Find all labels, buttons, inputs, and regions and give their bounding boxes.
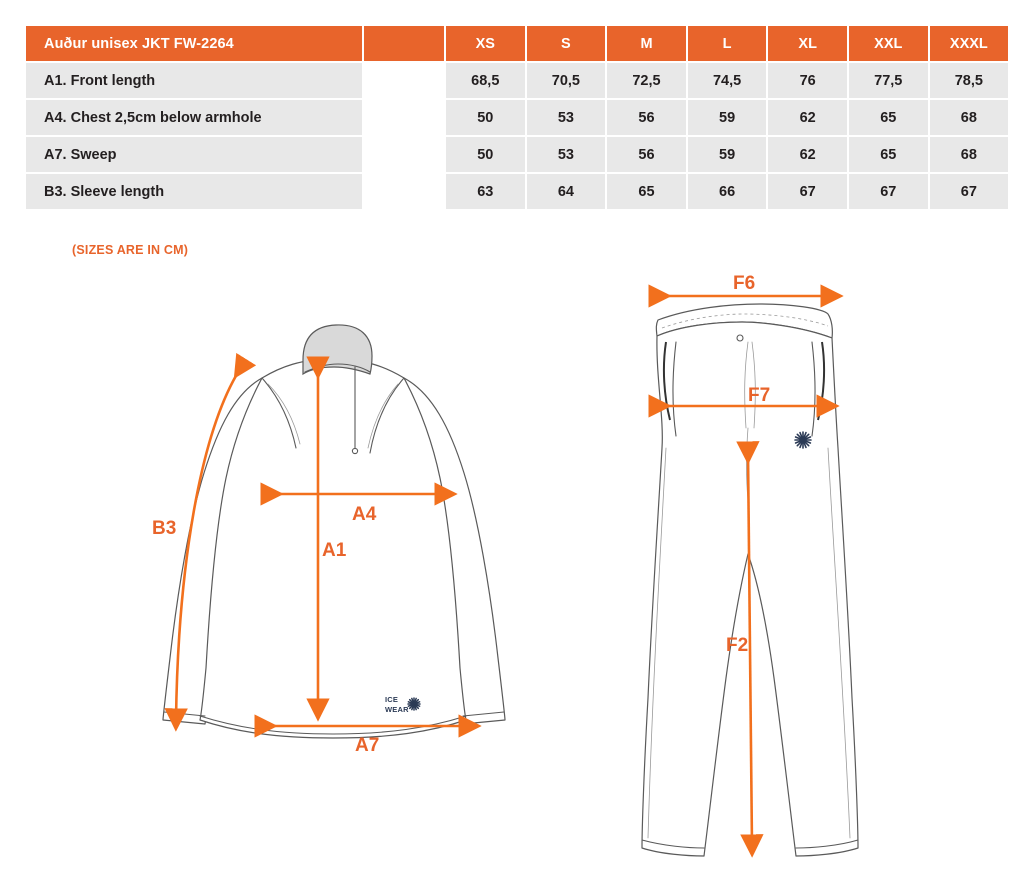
measurement-value: 56 (606, 99, 687, 136)
measurement-value: 59 (687, 136, 768, 173)
units-note: (SIZES ARE IN CM) (72, 243, 189, 257)
jacket-illustration (152, 325, 505, 756)
table-row (25, 173, 1009, 210)
measurement-value: 68 (929, 136, 1010, 173)
size-column-m: M (606, 25, 687, 62)
header-spacer (363, 25, 445, 62)
measure-label-f6: F6 (733, 273, 756, 294)
size-column-s: S (526, 25, 607, 62)
snowflake-icon (408, 698, 420, 710)
snowflake-icon (795, 432, 811, 448)
measurement-value: 65 (848, 99, 929, 136)
measure-label-a1: A1 (322, 540, 347, 561)
measure-label-a7: A7 (355, 735, 380, 756)
size-chart-table (24, 24, 1009, 211)
brand-logo-line2: WEAR (385, 705, 409, 714)
measurement-value: 76 (767, 62, 848, 99)
brand-logo-line1: ICE (385, 695, 399, 704)
measurement-value: 53 (526, 136, 607, 173)
measurement-value: 74,5 (687, 62, 768, 99)
measure-arrow-waist (660, 273, 832, 296)
product-title: Auður unisex JKT FW-2264 (25, 25, 363, 62)
measurement-value: 65 (606, 173, 687, 210)
measure-label-a4: A4 (352, 504, 377, 525)
measurement-value: 78,5 (929, 62, 1010, 99)
measurement-value: 68,5 (445, 62, 526, 99)
measurement-value: 67 (848, 173, 929, 210)
table-row (25, 62, 1009, 99)
table-row (25, 99, 1009, 136)
measurement-value: 63 (445, 173, 526, 210)
size-column-l: L (687, 25, 768, 62)
measurement-label: A4. Chest 2,5cm below armhole (25, 99, 363, 136)
measurement-value: 67 (929, 173, 1010, 210)
table-body (25, 62, 1009, 210)
row-spacer (363, 136, 445, 173)
row-spacer (363, 62, 445, 99)
measurement-value: 56 (606, 136, 687, 173)
size-column-xxxl: XXXL (929, 25, 1010, 62)
measurement-value: 53 (526, 99, 607, 136)
measurement-value: 50 (445, 99, 526, 136)
measurement-value: 64 (526, 173, 607, 210)
row-spacer (363, 173, 445, 210)
table-header (25, 25, 1009, 62)
measurement-value: 77,5 (848, 62, 929, 99)
row-spacer (363, 99, 445, 136)
measurement-value: 70,5 (526, 62, 607, 99)
measure-label-f7: F7 (748, 385, 771, 406)
measurement-label: B3. Sleeve length (25, 173, 363, 210)
size-column-xxl: XXL (848, 25, 929, 62)
measurement-value: 50 (445, 136, 526, 173)
measurement-value: 66 (687, 173, 768, 210)
measurement-value: 67 (767, 173, 848, 210)
measure-label-b3: B3 (152, 518, 177, 539)
measurement-value: 68 (929, 99, 1010, 136)
measurement-value: 62 (767, 99, 848, 136)
garment-illustrations (0, 268, 1033, 889)
measurement-value: 59 (687, 99, 768, 136)
measurements-table (24, 24, 1010, 211)
measurement-value: 62 (767, 136, 848, 173)
measurement-label: A7. Sweep (25, 136, 363, 173)
size-column-xl: XL (767, 25, 848, 62)
measurement-value: 72,5 (606, 62, 687, 99)
measurement-label: A1. Front length (25, 62, 363, 99)
table-header-row (25, 25, 1009, 62)
pants-illustration (642, 273, 858, 856)
measure-label-f2: F2 (726, 635, 749, 656)
measurement-value: 65 (848, 136, 929, 173)
size-column-xs: XS (445, 25, 526, 62)
table-row (25, 136, 1009, 173)
